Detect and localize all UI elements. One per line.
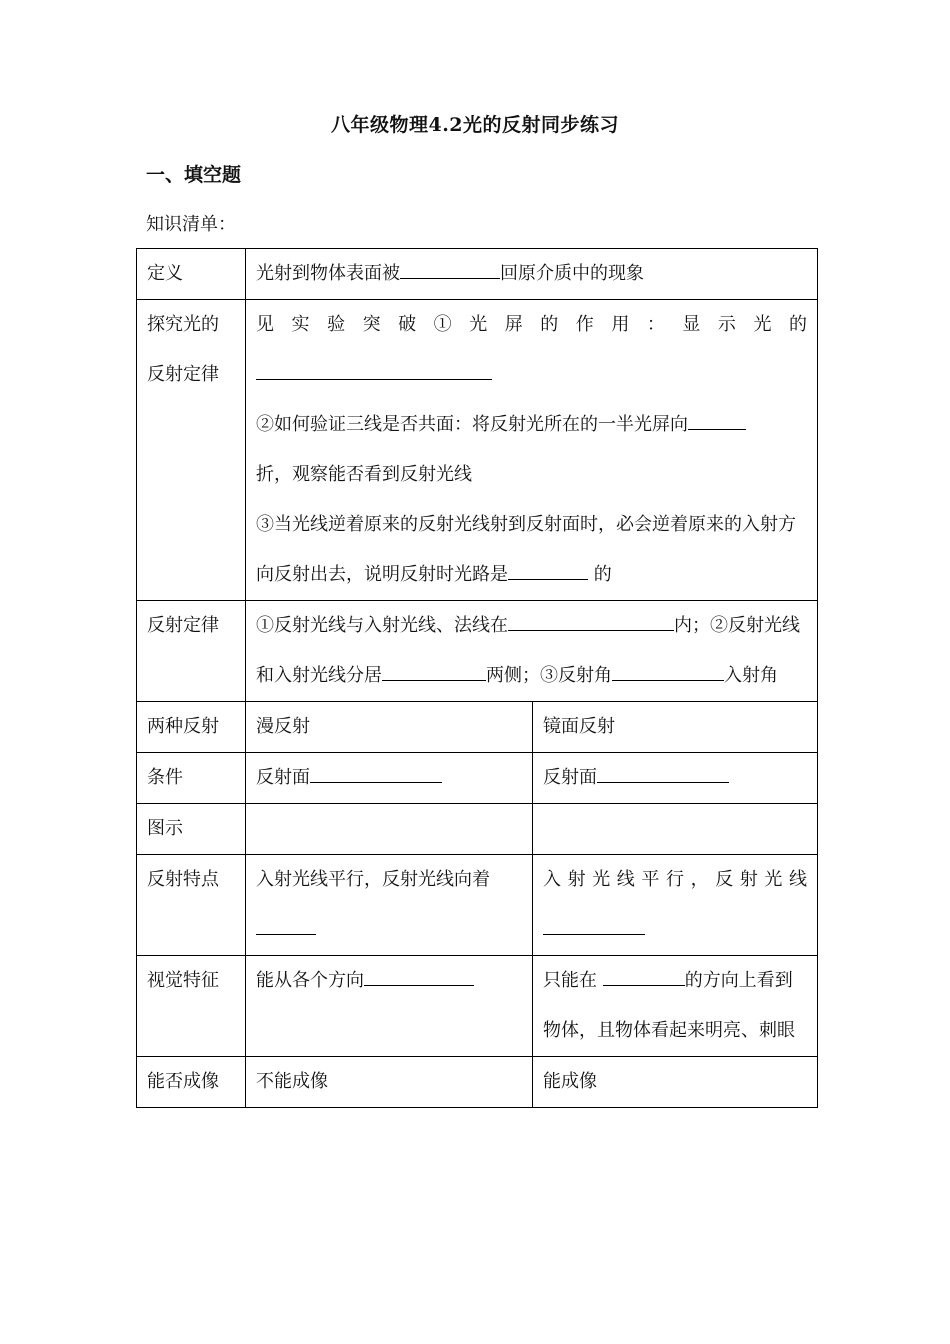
fill-blank[interactable] [382,679,486,681]
table-row-diagram [137,804,818,855]
fill-blank[interactable] [612,679,724,681]
table-row-two-types [137,702,818,753]
specular-imaging: 能成像 [533,1057,818,1108]
specular-visual: 只能在 的方向上看到物体，且物体看起来明亮、刺眼 [533,956,818,1057]
intro-label: 知识清单： [146,214,236,235]
fill-blank[interactable] [508,629,674,631]
specular-feature: 入射光线平行，反射光线 [533,855,818,956]
table-row-condition [137,753,818,804]
row-label: 两种反射 [137,702,246,753]
row-label: 定义 [137,249,246,300]
table-row-law [137,601,818,702]
fill-blank[interactable] [256,933,316,935]
fill-blank[interactable] [256,378,492,380]
row-label: 视觉特征 [137,956,246,1057]
diffuse-diagram [246,804,533,855]
fill-blank[interactable] [508,578,588,580]
diffuse-feature: 入射光线平行，反射光线向着 [246,855,533,956]
row-label: 探究光的反射定律 [137,300,246,601]
explore-line-4: ③当光线逆着原来的反射光线射到反射面时，必会逆着原来的入射方向反射出去，说明反射时光路是 的 [256,514,796,585]
table-row-definition [137,249,818,300]
knowledge-table [136,248,818,1108]
row-label: 反射定律 [137,601,246,702]
table-row-explore [137,300,818,601]
diffuse-condition: 反射面 [246,753,533,804]
row-label: 反射特点 [137,855,246,956]
section-heading: 一、填空题 [146,164,242,186]
fill-blank[interactable] [543,933,645,935]
diffuse-visual: 能从各个方向 [246,956,533,1057]
table-row-feature [137,855,818,956]
law-cell: ①反射光线与入射光线、法线在 内；②反射光线和入射光线分居 两侧；③反射角 入射角 [246,601,818,702]
document-title: 八年级物理4.2光的反射同步练习 [330,114,620,136]
row-label: 能否成像 [137,1057,246,1108]
definition-cell: 光射到物体表面被 回原介质中的现象 [246,249,818,300]
diffuse-imaging: 不能成像 [246,1057,533,1108]
table-row-imaging [137,1057,818,1108]
fill-blank[interactable] [597,781,729,783]
specular-diagram [533,804,818,855]
row-label: 图示 [137,804,246,855]
fill-blank[interactable] [400,277,500,279]
explore-line-1: 见实验突破①光屏的作用：显示光的 [256,314,807,335]
explore-cell [246,300,818,601]
diffuse-header: 漫反射 [246,702,533,753]
specular-header: 镜面反射 [533,702,818,753]
specular-condition: 反射面 [533,753,818,804]
fill-blank[interactable] [688,428,746,430]
row-label: 条件 [137,753,246,804]
explore-blank-line [256,350,807,400]
explore-line-3: 折，观察能否看到反射光线 [256,464,472,485]
explore-line-2: ②如何验证三线是否共面：将反射光所在的一半光屏向 [256,400,807,450]
fill-blank[interactable] [310,781,442,783]
table-row-visual [137,956,818,1057]
fill-blank[interactable] [364,984,474,986]
fill-blank[interactable] [603,984,685,986]
